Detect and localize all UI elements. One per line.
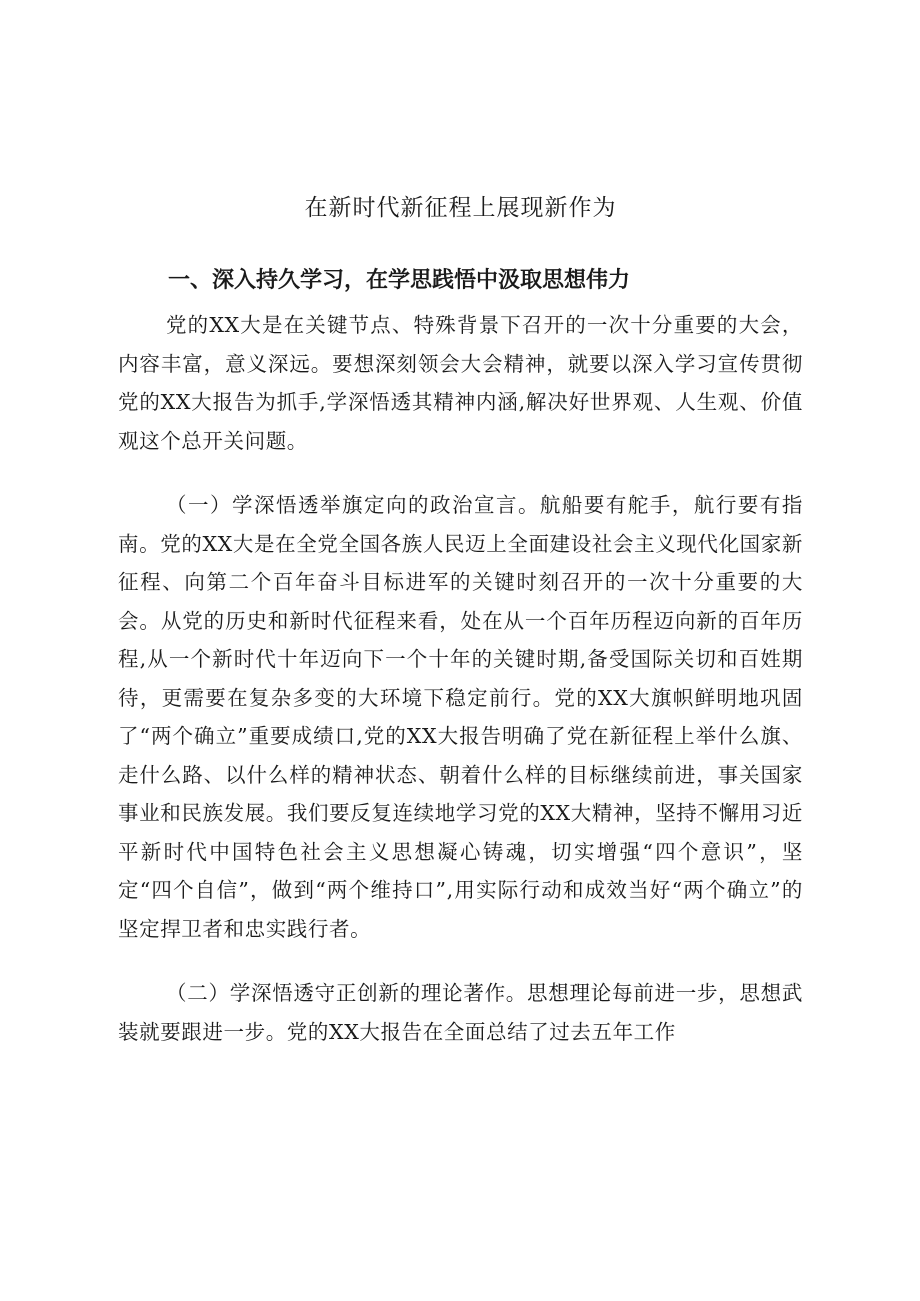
paragraph-intro: 党的XX大是在关键节点、特殊背景下召开的一次十分重要的大会，内容丰富，意义深远。要想深刻领会大会精神，就要以深入学习宣传贯彻党的XX大报告为抓手,学深悟透其精神内涵,解决好世界观、人生观、价值观这个总开关问题。 [118,313,803,453]
document-title: 在新时代新征程上展现新作为 [304,195,617,221]
paragraph-subsection-2: （二）学深悟透守正创新的理论著作。思想理论每前进一步，思想武装就要跟进一步。党的XX大报告在全面总结了过去五年工作 [118,981,803,1044]
section-heading: 一、深入持久学习，在学思践悟中汲取思想伟力 [168,268,631,293]
paragraph-subsection-1: （一）学深悟透举旗定向的政治宣言。航船要有舵手，航行要有指南。党的XX大是在全党全国各族人民迈上全面建设社会主义现代化国家新征程、向第二个百年奋斗目标进军的关键时刻召开的一次十分重要的大会。从党的历史和新时代征程来看，处在从一个百年历程迈向新的百年历程,从一个新时代十年迈向下一个十年的关键时期,备受国际关切和百姓期待，更需要在复杂多变的大环境下稳定前行。党的XX大旗帜鲜明地巩固了“两个确立”重要成绩口,党的XX大报告明确了党在新征程上举什么旗、走什么路、以什么样的精神状态、朝着什么样的目标继续前进，事关国家事业和民族发展。我们要反复连续地学习党的XX大精神，坚持不懈用习近平新时代中国特色社会主义思想凝心铸魂，切实增强“四个意识”，坚定“四个自信”，做到“两个维持口”,用实际行动和成效当好“两个确立”的坚定捍卫者和忠实践行者。 [118,493,803,941]
